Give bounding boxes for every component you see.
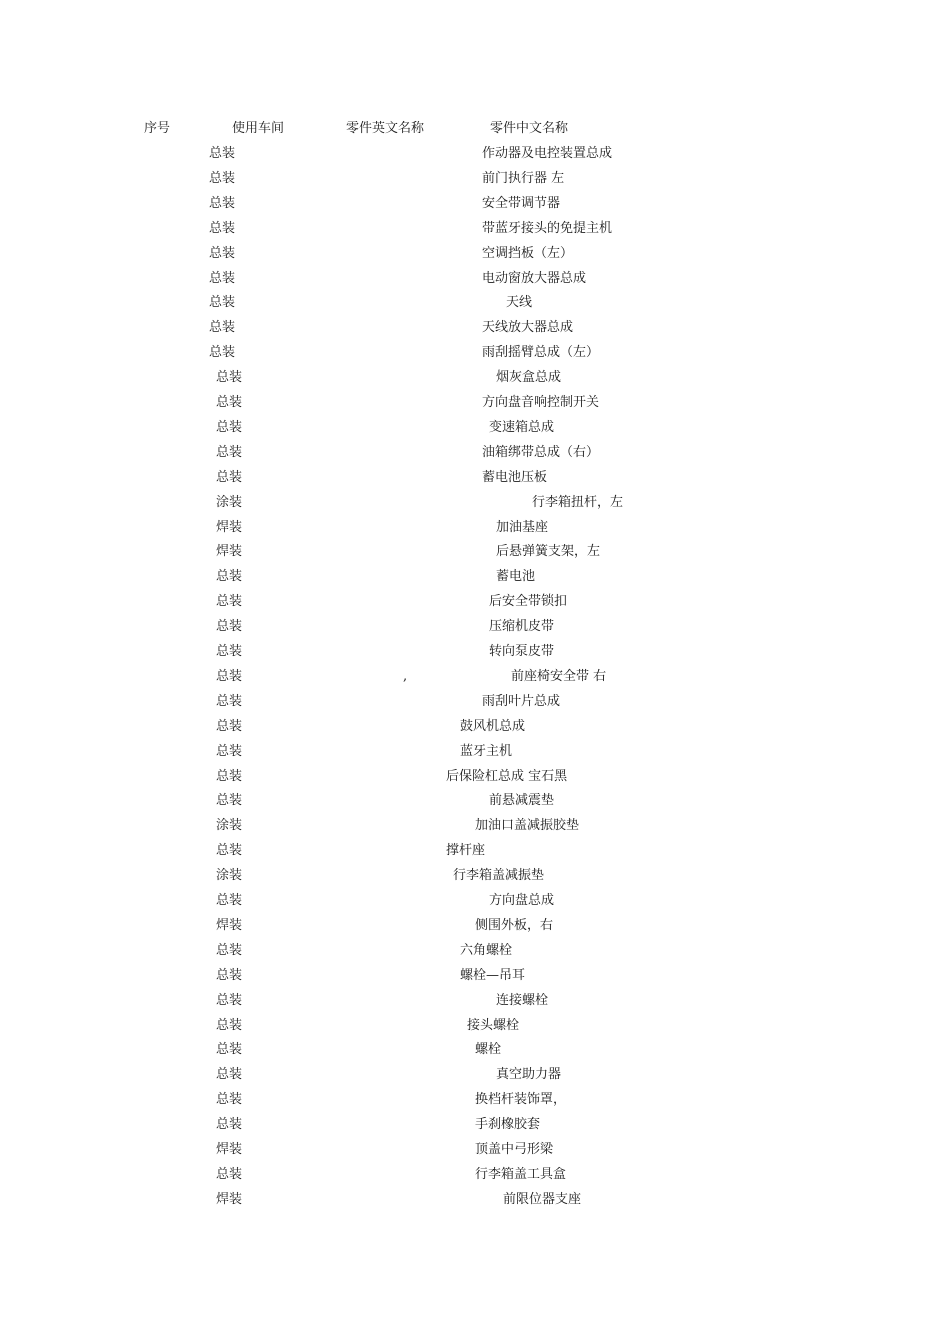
cell-workshop: 焊装 — [216, 917, 243, 933]
table-row — [0, 768, 950, 788]
cell-chinese-name: 烟灰盒总成 — [496, 370, 562, 386]
table-row — [0, 643, 950, 663]
table-row — [0, 568, 950, 588]
cell-chinese-name: 带蓝牙接头的免提主机 — [482, 220, 613, 236]
cell-workshop: 总装 — [216, 768, 243, 784]
cell-workshop: 总装 — [216, 644, 243, 659]
cell-chinese-name: 电动窗放大器总成 — [482, 270, 587, 286]
table-row — [0, 1141, 950, 1161]
cell-chinese-name: 蓝牙主机 — [460, 743, 513, 759]
table-row — [0, 1191, 950, 1211]
cell-workshop: 总装 — [216, 1166, 243, 1182]
cell-workshop: 总装 — [216, 967, 243, 983]
cell-chinese-name: 方向盘总成 — [489, 893, 555, 908]
table-row — [0, 1066, 950, 1086]
table-row — [0, 394, 950, 414]
cell-chinese-name: 天线放大器总成 — [482, 320, 574, 336]
cell-chinese-name: 换档杆装饰罩， — [475, 1092, 567, 1108]
cell-chinese-name: 行李箱盖减振垫 — [453, 868, 545, 884]
cell-chinese-name: 行李箱盖工具盒 — [475, 1166, 567, 1182]
table-row — [0, 693, 950, 713]
cell-workshop: 总装 — [216, 1092, 243, 1108]
cell-chinese-name: 前悬减震垫 — [489, 793, 555, 809]
table-row — [0, 319, 950, 339]
cell-workshop: 总装 — [216, 1067, 243, 1083]
table-row — [0, 369, 950, 389]
table-row — [0, 444, 950, 464]
cell-workshop: 总装 — [209, 245, 236, 261]
table-row — [0, 942, 950, 962]
cell-chinese-name: 螺栓—吊耳 — [460, 967, 526, 983]
table-row — [0, 344, 950, 364]
table-header — [0, 120, 950, 140]
cell-chinese-name: 后悬弹簧支架，左 — [496, 544, 601, 560]
cell-workshop: 总装 — [216, 619, 243, 635]
table-row — [0, 593, 950, 613]
cell-workshop: 总装 — [216, 942, 243, 958]
cell-workshop: 总装 — [216, 370, 243, 386]
cell-chinese-name: 侧围外板，右 — [475, 917, 554, 933]
cell-chinese-name: 加油口盖减振胶垫 — [475, 818, 580, 834]
cell-english-name: , — [403, 668, 408, 684]
cell-workshop: 总装 — [216, 395, 243, 410]
cell-workshop: 总装 — [216, 718, 243, 734]
table-row — [0, 842, 950, 862]
cell-workshop: 焊装 — [216, 1191, 243, 1207]
cell-workshop: 总装 — [216, 469, 243, 485]
cell-chinese-name: 压缩机皮带 — [489, 619, 555, 635]
table-row — [0, 195, 950, 215]
table-row — [0, 245, 950, 265]
cell-workshop: 涂装 — [216, 868, 243, 884]
table-row — [0, 1116, 950, 1136]
table-row — [0, 992, 950, 1012]
cell-chinese-name: 后保险杠总成 宝石黑 — [446, 768, 568, 784]
table-row — [0, 792, 950, 812]
cell-workshop: 涂装 — [216, 818, 243, 834]
cell-chinese-name: 前门执行器 左 — [482, 170, 565, 186]
cell-chinese-name: 空调挡板（左） — [482, 245, 574, 261]
cell-workshop: 总装 — [216, 743, 243, 759]
cell-chinese-name: 真空助力器 — [496, 1067, 562, 1083]
header-seq: 序号 — [144, 121, 171, 136]
header-chinese-name: 零件中文名称 — [490, 121, 569, 136]
table-row — [0, 145, 950, 165]
cell-workshop: 总装 — [216, 444, 243, 460]
table-row — [0, 967, 950, 987]
table-row — [0, 519, 950, 539]
header-workshop: 使用车间 — [232, 121, 285, 136]
cell-workshop: 焊装 — [216, 1142, 243, 1157]
cell-workshop: 总装 — [209, 320, 236, 336]
cell-workshop: 总装 — [216, 668, 243, 684]
cell-chinese-name: 鼓风机总成 — [460, 718, 526, 734]
cell-workshop: 总装 — [216, 1117, 243, 1133]
cell-chinese-name: 顶盖中弓形梁 — [475, 1142, 554, 1157]
cell-chinese-name: 前座椅安全带 右 — [511, 668, 607, 684]
cell-chinese-name: 转向泵皮带 — [489, 644, 555, 659]
cell-workshop: 总装 — [209, 195, 236, 211]
cell-chinese-name: 六角螺栓 — [460, 942, 513, 958]
table-row — [0, 469, 950, 489]
table-row — [0, 743, 950, 763]
cell-chinese-name: 蓄电池压板 — [482, 469, 548, 485]
cell-chinese-name: 前限位器支座 — [503, 1191, 582, 1207]
cell-chinese-name: 方向盘音响控制开关 — [482, 395, 600, 410]
table-row — [0, 1091, 950, 1111]
table-row — [0, 1166, 950, 1186]
cell-workshop: 总装 — [216, 1017, 243, 1033]
cell-chinese-name: 加油基座 — [496, 519, 549, 535]
cell-workshop: 总装 — [216, 843, 243, 859]
table-row — [0, 618, 950, 638]
cell-workshop: 总装 — [216, 1042, 243, 1058]
cell-chinese-name: 作动器及电控装置总成 — [482, 146, 613, 161]
cell-workshop: 焊装 — [216, 544, 243, 560]
header-english-name: 零件英文名称 — [346, 121, 425, 136]
table-row — [0, 892, 950, 912]
cell-workshop: 总装 — [216, 992, 243, 1008]
cell-workshop: 总装 — [209, 170, 236, 186]
table-row — [0, 494, 950, 514]
cell-workshop: 总装 — [216, 594, 243, 610]
cell-chinese-name: 油箱绑带总成（右） — [482, 444, 600, 460]
cell-workshop: 总装 — [209, 345, 236, 361]
table-row — [0, 1017, 950, 1037]
table-row — [0, 270, 950, 290]
table-row — [0, 817, 950, 837]
cell-workshop: 焊装 — [216, 519, 243, 535]
cell-chinese-name: 天线 — [506, 295, 533, 311]
cell-chinese-name: 连接螺栓 — [496, 992, 549, 1008]
cell-chinese-name: 雨刮摇臂总成（左） — [482, 345, 600, 361]
table-row — [0, 718, 950, 738]
cell-workshop: 总装 — [216, 793, 243, 809]
cell-workshop: 总装 — [209, 295, 236, 311]
cell-workshop: 涂装 — [216, 494, 243, 510]
table-row — [0, 419, 950, 439]
table-row — [0, 917, 950, 937]
cell-chinese-name: 安全带调节器 — [482, 195, 561, 211]
cell-chinese-name: 后安全带锁扣 — [489, 594, 568, 610]
cell-chinese-name: 接头螺栓 — [467, 1017, 520, 1033]
cell-chinese-name: 螺栓 — [475, 1042, 502, 1058]
table-row — [0, 220, 950, 240]
cell-chinese-name: 行李箱扭杆，左 — [532, 494, 624, 510]
cell-chinese-name: 雨刮叶片总成 — [482, 693, 561, 709]
cell-chinese-name: 变速箱总成 — [489, 419, 555, 435]
table-row — [0, 867, 950, 887]
table-row — [0, 170, 950, 190]
table-row — [0, 1041, 950, 1061]
cell-chinese-name: 手刹橡胶套 — [475, 1117, 541, 1133]
cell-workshop: 总装 — [216, 693, 243, 709]
cell-workshop: 总装 — [216, 569, 243, 585]
table-row — [0, 294, 950, 314]
cell-chinese-name: 蓄电池 — [496, 569, 536, 585]
cell-workshop: 总装 — [209, 220, 236, 236]
cell-workshop: 总装 — [216, 419, 243, 435]
cell-chinese-name: 撑杆座 — [446, 843, 486, 859]
cell-workshop: 总装 — [209, 270, 236, 286]
table-row — [0, 668, 950, 688]
cell-workshop: 总装 — [209, 146, 236, 161]
table-row — [0, 543, 950, 563]
cell-workshop: 总装 — [216, 893, 243, 908]
